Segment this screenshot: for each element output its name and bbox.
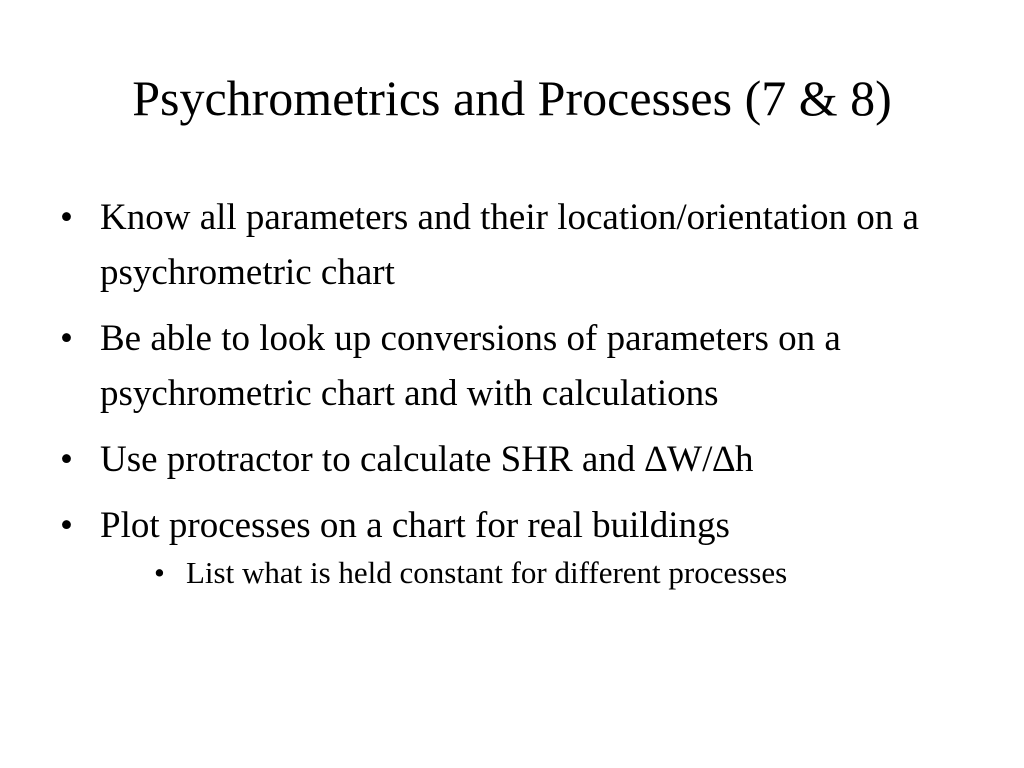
bullet-item xyxy=(60,432,980,487)
bullet-text: Use protractor to calculate SHR and ∆W/∆h xyxy=(100,439,754,480)
bullet-list xyxy=(60,190,980,608)
bullet-item xyxy=(60,190,980,300)
bullet-text: Plot processes on a chart for real buildings xyxy=(100,505,730,546)
bullet-marker: • xyxy=(60,439,73,480)
bullet-text: Be able to look up conversions of parameters on a psychrometric chart and with calculations xyxy=(100,318,841,414)
sub-bullet-text: List what is held constant for different processes xyxy=(186,555,788,590)
bullet-marker: • xyxy=(60,318,73,359)
bullet-marker: • xyxy=(60,197,73,238)
slide-title: Psychrometrics and Processes (7 & 8) xyxy=(132,70,892,126)
sub-bullet-list xyxy=(100,549,980,597)
bullet-text: Know all parameters and their location/orientation on a psychrometric chart xyxy=(100,197,919,293)
bullet-item xyxy=(60,311,980,421)
sub-bullet-item xyxy=(154,549,980,597)
bullet-marker: • xyxy=(60,505,73,546)
bullet-item xyxy=(60,498,980,597)
sub-bullet-marker: • xyxy=(154,555,165,590)
